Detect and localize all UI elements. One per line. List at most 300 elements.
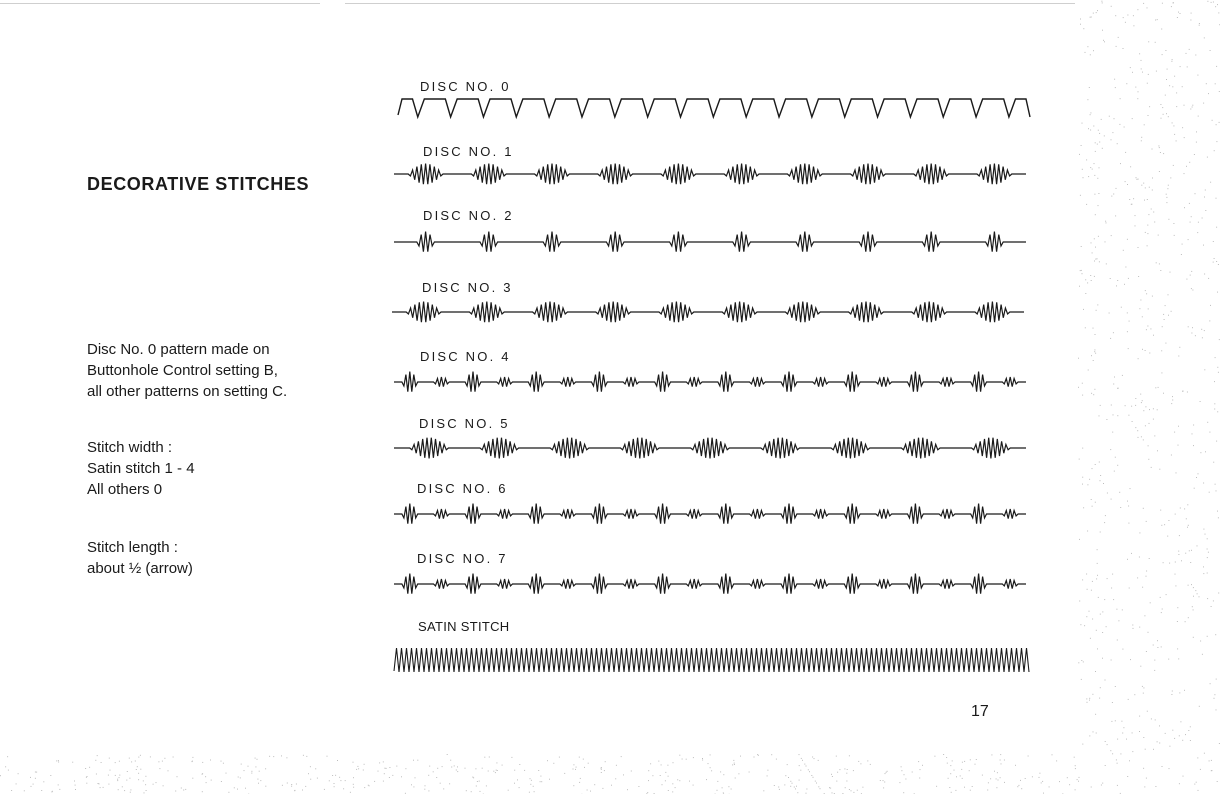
noise-dot	[1128, 415, 1129, 416]
noise-dot	[5, 766, 6, 767]
noise-dot	[1139, 627, 1140, 628]
noise-dot	[1193, 445, 1194, 446]
noise-dot	[1207, 422, 1208, 423]
noise-dot	[50, 775, 51, 776]
noise-dot	[1100, 532, 1101, 533]
note-line: All others 0	[87, 481, 163, 498]
noise-dot	[799, 754, 800, 755]
noise-dot	[1197, 232, 1198, 233]
noise-dot	[1179, 783, 1180, 784]
noise-dot	[1203, 245, 1204, 246]
noise-dot	[1159, 147, 1160, 148]
noise-dot	[517, 779, 518, 780]
noise-dot	[1160, 510, 1161, 511]
noise-dot	[1127, 184, 1128, 185]
noise-dot	[1081, 679, 1082, 680]
noise-dot	[1107, 493, 1108, 494]
noise-dot	[1125, 181, 1126, 182]
noise-dot	[1214, 150, 1215, 151]
noise-dot	[1105, 741, 1106, 742]
noise-dot	[785, 775, 786, 776]
noise-dot	[1161, 118, 1162, 119]
noise-dot	[1184, 173, 1185, 174]
noise-dot	[519, 787, 520, 788]
noise-dot	[1151, 467, 1152, 468]
noise-dot	[1111, 588, 1112, 589]
noise-dot	[1141, 137, 1142, 138]
noise-dot	[1128, 348, 1129, 349]
noise-dot	[1086, 616, 1087, 617]
noise-dot	[1095, 259, 1096, 260]
noise-dot	[98, 783, 99, 784]
noise-dot	[226, 773, 227, 774]
noise-dot	[1144, 200, 1145, 201]
noise-dot	[1130, 67, 1131, 68]
noise-dot	[1098, 597, 1099, 598]
noise-dot	[265, 768, 266, 769]
noise-dot	[1175, 562, 1176, 563]
noise-dot	[1161, 372, 1162, 373]
noise-dot	[647, 792, 648, 793]
noise-dot	[192, 761, 193, 762]
noise-dot	[1117, 739, 1118, 740]
noise-dot	[706, 779, 707, 780]
noise-dot	[164, 758, 165, 759]
noise-dot	[996, 787, 997, 788]
noise-dot	[1000, 777, 1001, 778]
noise-dot	[343, 788, 344, 789]
noise-dot	[1180, 66, 1181, 67]
noise-dot	[1143, 508, 1144, 509]
noise-dot	[1104, 522, 1105, 523]
noise-dot	[602, 788, 603, 789]
noise-dot	[1083, 28, 1084, 29]
noise-dot	[1132, 751, 1133, 752]
noise-dot	[353, 762, 354, 763]
noise-dot	[450, 760, 451, 761]
noise-dot	[1202, 654, 1203, 655]
noise-dot	[433, 771, 434, 772]
noise-dot	[1215, 6, 1216, 7]
noise-dot	[847, 769, 848, 770]
noise-dot	[997, 772, 998, 773]
noise-dot	[1203, 529, 1204, 530]
noise-dot	[832, 776, 833, 777]
noise-dot	[529, 792, 530, 793]
noise-dot	[616, 765, 617, 766]
noise-dot	[489, 757, 490, 758]
noise-dot	[1110, 750, 1111, 751]
noise-dot	[1146, 571, 1147, 572]
noise-dot	[1185, 621, 1186, 622]
noise-dot	[1152, 149, 1153, 150]
noise-dot	[1141, 68, 1142, 69]
noise-dot	[1205, 534, 1206, 535]
noise-dot	[1105, 680, 1106, 681]
noise-dot	[1216, 261, 1217, 262]
noise-dot	[1191, 13, 1192, 14]
noise-dot	[1094, 238, 1095, 239]
noise-dot	[1128, 506, 1129, 507]
noise-dot	[1099, 142, 1100, 143]
noise-dot	[1217, 411, 1218, 412]
noise-dot	[711, 770, 712, 771]
noise-dot	[228, 792, 229, 793]
noise-dot	[1089, 700, 1090, 701]
noise-dot	[140, 769, 141, 770]
noise-dot	[1173, 2, 1174, 3]
noise-dot	[918, 761, 919, 762]
noise-dot	[1095, 214, 1096, 215]
noise-dot	[1207, 1, 1208, 2]
noise-dot	[1142, 316, 1143, 317]
noise-dot	[1091, 242, 1092, 243]
noise-dot	[1131, 406, 1132, 407]
noise-dot	[1143, 410, 1144, 411]
noise-dot	[1105, 221, 1106, 222]
noise-dot	[1096, 733, 1097, 734]
noise-dot	[1114, 118, 1115, 119]
noise-dot	[1084, 625, 1085, 626]
noise-dot	[1207, 598, 1208, 599]
noise-dot	[1179, 535, 1180, 536]
noise-dot	[1101, 785, 1102, 786]
noise-dot	[1208, 93, 1209, 94]
note-line: Stitch length :	[87, 539, 178, 556]
noise-dot	[1216, 709, 1217, 710]
noise-dot	[415, 777, 416, 778]
noise-dot	[1096, 310, 1097, 311]
noise-dot	[1115, 686, 1116, 687]
noise-dot	[1197, 757, 1198, 758]
noise-dot	[237, 789, 238, 790]
noise-dot	[1219, 743, 1220, 744]
noise-dot	[990, 778, 991, 779]
noise-dot	[1171, 311, 1172, 312]
noise-dot	[1165, 95, 1166, 96]
noise-dot	[1093, 328, 1094, 329]
noise-dot	[1184, 137, 1185, 138]
noise-dot	[564, 773, 565, 774]
noise-dot	[734, 764, 735, 765]
noise-dot	[146, 790, 147, 791]
noise-dot	[1082, 579, 1083, 580]
noise-dot	[153, 784, 154, 785]
noise-dot	[1199, 23, 1200, 24]
noise-dot	[1099, 261, 1100, 262]
noise-dot	[702, 760, 703, 761]
noise-dot	[1169, 746, 1170, 747]
noise-dot	[1091, 280, 1092, 281]
noise-dot	[31, 786, 32, 787]
noise-dot	[317, 778, 318, 779]
noise-dot	[1111, 139, 1112, 140]
stitch-width-note	[87, 437, 195, 500]
noise-dot	[638, 786, 639, 787]
noise-dot	[796, 786, 797, 787]
noise-dot	[1132, 421, 1133, 422]
noise-dot	[662, 784, 663, 785]
noise-dot	[1209, 760, 1210, 761]
noise-dot	[1178, 551, 1179, 552]
stitch-length-note	[87, 537, 193, 579]
noise-dot	[1168, 520, 1169, 521]
noise-dot	[1132, 118, 1133, 119]
noise-dot	[447, 754, 448, 755]
noise-dot	[259, 771, 260, 772]
noise-dot	[1204, 274, 1205, 275]
noise-dot	[353, 777, 354, 778]
noise-dot	[1186, 53, 1187, 54]
noise-dot	[1090, 54, 1091, 55]
noise-dot	[1099, 133, 1100, 134]
noise-dot	[241, 764, 242, 765]
noise-dot	[1203, 573, 1204, 574]
noise-dot	[1067, 777, 1068, 778]
noise-dot	[1093, 731, 1094, 732]
noise-dot	[175, 791, 176, 792]
noise-dot	[1157, 640, 1158, 641]
noise-dot	[1209, 492, 1210, 493]
noise-dot	[1159, 469, 1160, 470]
noise-dot	[1140, 666, 1141, 667]
noise-dot	[1155, 719, 1156, 720]
noise-dot	[1116, 188, 1117, 189]
noise-dot	[1129, 760, 1130, 761]
noise-dot	[1186, 279, 1187, 280]
noise-dot	[1092, 506, 1093, 507]
noise-dot	[1133, 628, 1134, 629]
noise-dot	[1150, 328, 1151, 329]
noise-dot	[1106, 222, 1107, 223]
noise-dot	[1081, 660, 1082, 661]
noise-dot	[778, 787, 779, 788]
noise-dot	[1205, 190, 1206, 191]
noise-dot	[1195, 335, 1196, 336]
noise-dot	[1185, 734, 1186, 735]
noise-dot	[1190, 740, 1191, 741]
noise-dot	[1139, 557, 1140, 558]
noise-dot	[1182, 86, 1183, 87]
noise-dot	[950, 773, 951, 774]
noise-dot	[1085, 52, 1086, 53]
noise-dot	[1092, 169, 1093, 170]
noise-dot	[384, 773, 385, 774]
noise-dot	[1199, 706, 1200, 707]
noise-dot	[1163, 153, 1164, 154]
noise-dot	[665, 780, 666, 781]
noise-dot	[1165, 343, 1166, 344]
noise-dot	[1094, 389, 1095, 390]
noise-dot	[1127, 239, 1128, 240]
noise-dot	[1219, 122, 1220, 123]
noise-dot	[1191, 333, 1192, 334]
noise-dot	[429, 766, 430, 767]
noise-dot	[1172, 122, 1173, 123]
noise-dot	[1173, 165, 1174, 166]
noise-dot	[251, 773, 252, 774]
disc-0-label: DISC NO. 0	[420, 79, 511, 94]
noise-dot	[1115, 87, 1116, 88]
noise-dot	[1177, 648, 1178, 649]
noise-dot	[1184, 105, 1185, 106]
noise-dot	[1177, 607, 1178, 608]
noise-dot	[383, 761, 384, 762]
noise-dot	[1153, 645, 1154, 646]
noise-dot	[223, 763, 224, 764]
noise-dot	[844, 768, 845, 769]
noise-dot	[943, 754, 944, 755]
noise-dot	[1178, 554, 1179, 555]
noise-dot	[1103, 40, 1104, 41]
noise-dot	[1175, 514, 1176, 515]
noise-dot	[1192, 606, 1193, 607]
noise-dot	[1157, 19, 1158, 20]
stitch-line	[394, 574, 1026, 594]
noise-dot	[353, 787, 354, 788]
noise-dot	[1201, 329, 1202, 330]
noise-dot	[1160, 597, 1161, 598]
noise-dot	[1020, 780, 1021, 781]
noise-dot	[1102, 611, 1103, 612]
noise-dot	[1087, 484, 1088, 485]
noise-dot	[903, 792, 904, 793]
noise-dot	[1091, 355, 1092, 356]
noise-dot	[1105, 765, 1106, 766]
noise-dot	[1111, 6, 1112, 7]
noise-dot	[97, 755, 98, 756]
noise-dot	[1082, 744, 1083, 745]
noise-dot	[1214, 403, 1215, 404]
noise-dot	[1125, 267, 1126, 268]
noise-dot	[1097, 178, 1098, 179]
noise-dot	[1127, 776, 1128, 777]
noise-dot	[1095, 334, 1096, 335]
noise-dot	[1213, 2, 1214, 3]
noise-dot	[1120, 507, 1121, 508]
noise-dot	[1090, 114, 1091, 115]
noise-dot	[1155, 387, 1156, 388]
noise-dot	[652, 775, 653, 776]
noise-dot	[1217, 4, 1218, 5]
noise-dot	[1092, 694, 1093, 695]
noise-dot	[1192, 107, 1193, 108]
noise-dot	[177, 776, 178, 777]
noise-dot	[96, 774, 97, 775]
noise-dot	[590, 791, 591, 792]
noise-dot	[1117, 415, 1118, 416]
noise-dot	[982, 775, 983, 776]
noise-dot	[1188, 617, 1189, 618]
noise-dot	[1196, 142, 1197, 143]
noise-dot	[1136, 177, 1137, 178]
noise-dot	[1140, 394, 1141, 395]
noise-dot	[1166, 202, 1167, 203]
noise-dot	[1122, 733, 1123, 734]
noise-dot	[158, 761, 159, 762]
noise-dot	[305, 786, 306, 787]
noise-dot	[757, 754, 758, 755]
noise-dot	[1082, 477, 1083, 478]
noise-dot	[1143, 768, 1144, 769]
noise-dot	[1133, 25, 1134, 26]
noise-dot	[457, 766, 458, 767]
noise-dot	[1139, 53, 1140, 54]
noise-dot	[1207, 538, 1208, 539]
noise-dot	[1106, 626, 1107, 627]
noise-dot	[1190, 275, 1191, 276]
noise-dot	[1123, 250, 1124, 251]
noise-dot	[1176, 106, 1177, 107]
noise-dot	[89, 767, 90, 768]
noise-dot	[960, 775, 961, 776]
noise-dot	[1178, 658, 1179, 659]
noise-dot	[1191, 271, 1192, 272]
noise-dot	[1113, 414, 1114, 415]
noise-dot	[1212, 120, 1213, 121]
noise-dot	[1172, 86, 1173, 87]
noise-dot	[1211, 2, 1212, 3]
noise-dot	[126, 780, 127, 781]
noise-dot	[1171, 455, 1172, 456]
noise-dot	[1089, 87, 1090, 88]
noise-dot	[1120, 163, 1121, 164]
noise-dot	[1214, 409, 1215, 410]
noise-dot	[1191, 216, 1192, 217]
noise-dot	[860, 763, 861, 764]
noise-dot	[1178, 12, 1179, 13]
noise-dot	[1207, 549, 1208, 550]
noise-dot	[1172, 730, 1173, 731]
noise-dot	[1082, 484, 1083, 485]
noise-dot	[1096, 12, 1097, 13]
noise-dot	[1138, 247, 1139, 248]
noise-dot	[836, 781, 837, 782]
noise-dot	[1150, 602, 1151, 603]
noise-dot	[799, 765, 800, 766]
noise-dot	[1135, 398, 1136, 399]
noise-dot	[1202, 218, 1203, 219]
noise-dot	[1087, 99, 1088, 100]
noise-dot	[1145, 232, 1146, 233]
noise-dot	[1200, 641, 1201, 642]
noise-dot	[1123, 727, 1124, 728]
noise-dot	[1097, 10, 1098, 11]
noise-dot	[795, 788, 796, 789]
noise-dot	[994, 771, 995, 772]
noise-dot	[583, 759, 584, 760]
noise-dot	[1155, 786, 1156, 787]
noise-dot	[1032, 776, 1033, 777]
noise-dot	[1015, 765, 1016, 766]
noise-dot	[1149, 353, 1150, 354]
noise-dot	[1197, 593, 1198, 594]
noise-dot	[1153, 749, 1154, 750]
noise-dot	[950, 765, 951, 766]
noise-dot	[1141, 140, 1142, 141]
noise-dot	[1082, 395, 1083, 396]
noise-dot	[357, 766, 358, 767]
noise-dot	[1193, 425, 1194, 426]
noise-dot	[1138, 358, 1139, 359]
noise-dot	[1018, 785, 1019, 786]
noise-dot	[117, 780, 118, 781]
noise-dot	[1154, 660, 1155, 661]
noise-dot	[1216, 227, 1217, 228]
noise-dot	[1181, 560, 1182, 561]
noise-dot	[734, 763, 735, 764]
noise-dot	[962, 762, 963, 763]
